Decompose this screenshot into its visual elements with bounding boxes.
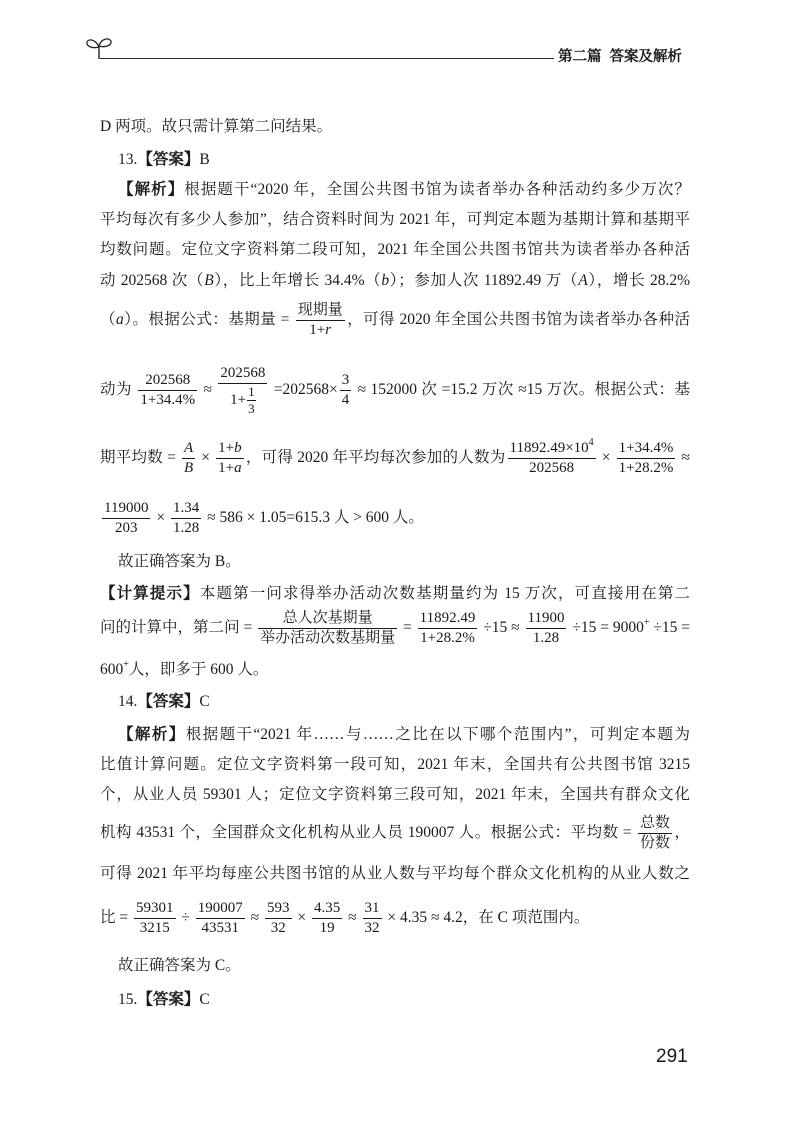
fraction-numerator [508, 436, 596, 459]
q13-analysis-line-7 [100, 428, 690, 488]
operator: ≈ [250, 908, 260, 926]
fraction [418, 610, 478, 647]
operator: ≈ [681, 448, 691, 466]
q13-analysis-line-8 [100, 488, 690, 548]
variable-r: r [325, 321, 332, 338]
q13-analysis-line-3: 均数问题。定位文字资料第二段可知，2021 年全国公共图书馆共为读者举办各种活 [100, 241, 690, 258]
q13-calc-tip-line-2 [100, 598, 690, 658]
q14-analysis-line-5: 可得 2021 年平均每座公共图书馆的从业人数与平均每个群众文化机构的从业人数之 [100, 865, 690, 882]
fraction-numerator: 202568 [138, 372, 197, 391]
fraction [526, 610, 567, 647]
answer-tag: 【答案】 [137, 151, 200, 168]
fraction-denominator [296, 321, 345, 339]
text-segment: ），增长 28.2% [587, 272, 690, 289]
answer-value: C [199, 693, 210, 710]
numerator-text: 11892.49×10 [509, 439, 589, 456]
fraction-denominator: 32 [270, 919, 286, 936]
fraction-numerator: 现期量 [296, 302, 345, 321]
q15-answer-line [118, 989, 690, 1011]
fraction-numerator: 119000 [102, 500, 150, 519]
fraction-numerator: 190007 [196, 900, 245, 919]
question-number: 14. [118, 693, 138, 710]
fraction-denominator: 1.28 [172, 519, 200, 536]
q13-analysis-line-6 [100, 355, 690, 425]
q14-analysis-line-1 [118, 724, 690, 746]
fraction [196, 900, 245, 937]
text-segment: ）。根据公式：基期量 = [123, 310, 290, 328]
q14-analysis-line-6 [100, 888, 690, 948]
operator: × [156, 508, 166, 526]
fraction [363, 900, 382, 937]
question-number: 13. [118, 151, 138, 168]
q12-tail-line: D 两项。故只需计算第二问结果。 [100, 118, 333, 135]
fraction-denominator: 举办活动次数基期量 [260, 629, 396, 646]
fraction-average-formula [638, 815, 672, 852]
fraction [508, 436, 596, 477]
q14-analysis-line-2: 比值计算问题。定位文字资料第一段可知，2021 年末，全国共有公共图书馆 3215 [100, 756, 690, 773]
fraction-denominator [218, 384, 267, 416]
analysis-tag: 【解析】 [118, 181, 185, 198]
fraction-numerator: 11892.49 [418, 610, 478, 629]
q14-analysis-line-4 [100, 803, 690, 863]
text-segment: × 4.35 ≈ 4.2，在 C 项范围内。 [387, 908, 590, 926]
text-segment: （ [100, 310, 116, 328]
fraction [182, 440, 195, 477]
exponent: 4 [588, 436, 594, 448]
denominator-text: 1+ [230, 391, 247, 408]
q13-conclusion: 故正确答案为 B。 [118, 553, 241, 570]
fraction-numerator: 总人次基期量 [258, 610, 397, 629]
fraction-nested [218, 365, 267, 416]
analysis-text: 根据题干“2020 年，全国公共图书馆为读者举办各种活动约多少万次？ [184, 181, 690, 198]
fraction-base-period-formula [296, 302, 345, 339]
fraction [265, 900, 292, 937]
text-segment: ，可得 2020 年全国公共图书馆为读者举办各种活 [346, 310, 690, 328]
text-segment: 动为 [100, 380, 132, 398]
text-segment: 600 [100, 661, 124, 678]
fraction-inner [247, 385, 256, 416]
text-segment: 问的计算中，第二问 = [100, 618, 253, 636]
operator: × [601, 448, 611, 466]
operator-text: ÷15 ≈ [483, 618, 520, 636]
operator: ≈ [203, 380, 212, 398]
fraction [258, 610, 397, 647]
denominator-text: 1+ [218, 459, 235, 476]
fraction-denominator: B [183, 459, 194, 476]
operator: = [403, 618, 412, 636]
operator-text: =202568× [273, 380, 338, 398]
fraction [134, 900, 176, 937]
answer-value: C [199, 991, 210, 1008]
q14-analysis-line-3: 个，从业人员 59301 人；定位文字资料第三段可知，2021 年末，全国共有群众文化 [100, 786, 690, 803]
q13-analysis-line-2: 平均每次有多少人参加”，结合资料时间为 2021 年，可判定本题为基期计算和基期平 [100, 211, 690, 228]
q14-conclusion: 故正确答案为 C。 [118, 957, 241, 974]
fraction-denominator: 19 [319, 919, 335, 936]
text-segment: ÷15 = [653, 618, 691, 636]
fraction-denominator: 43531 [201, 919, 240, 936]
fraction [102, 500, 150, 537]
fraction-denominator [216, 459, 243, 477]
text-segment: 期平均数 = [100, 448, 176, 466]
q14-answer-line [118, 691, 690, 713]
answer-tag: 【答案】 [137, 991, 200, 1008]
analysis-text: 根据题干“2021 年……与……之比在以下哪个范围内”，可判定本题为 [185, 726, 690, 743]
text-segment: 动 202568 次（ [100, 272, 205, 289]
fraction-numerator: 11900 [526, 610, 567, 629]
fraction-denominator: 份数 [639, 834, 670, 851]
variable-b: b [381, 272, 390, 289]
text-segment: ，可得 2020 年平均每次参加的人数为 [245, 448, 506, 466]
text-segment: ， [674, 823, 690, 841]
text-segment: 比 = [100, 908, 129, 926]
text-segment: ）；参加人次 11892.49 万（ [389, 272, 579, 289]
fraction [216, 440, 243, 477]
superscript-plus: + [123, 659, 129, 670]
analysis-tag: 【解析】 [118, 726, 186, 743]
q13-analysis-line-4 [100, 270, 690, 292]
fraction-denominator: 1+28.2% [420, 629, 475, 646]
operator: ≈ [348, 908, 357, 926]
section-title: 第二篇 答案及解析 [558, 49, 683, 65]
sprout-icon [84, 34, 114, 60]
fraction [171, 500, 201, 537]
variable-B: B [204, 272, 214, 289]
variable-a: a [115, 310, 124, 328]
fraction [138, 372, 197, 409]
superscript-plus: + [643, 616, 650, 628]
operator: × [297, 908, 307, 926]
fraction-denominator: 3215 [139, 919, 170, 936]
fraction-numerator: A [182, 440, 195, 459]
fraction-numerator [216, 440, 243, 459]
text-segment: ÷15 = 9000 [572, 618, 644, 636]
variable-a: a [234, 459, 242, 476]
text-segment: 机构 43531 个，全国群众文化机构从业人员 190007 人。根据公式：平均数 = [100, 823, 632, 841]
fraction-numerator: 总数 [638, 815, 672, 834]
operator: ÷ [181, 908, 190, 926]
fraction-numerator: 1+34.4% [617, 440, 676, 459]
operator: × [201, 448, 211, 466]
q13-answer-line [118, 149, 690, 171]
fraction-numerator: 1.34 [171, 500, 201, 519]
fraction-denominator: 202568 [529, 459, 575, 476]
fraction [312, 900, 342, 937]
fraction-numerator: 1 [248, 383, 255, 399]
fraction [340, 372, 352, 409]
fraction-numerator: 593 [265, 900, 292, 919]
fraction-denominator: 4 [341, 391, 350, 408]
question-number: 15. [118, 991, 138, 1008]
fraction-denominator: 1+34.4% [140, 391, 196, 408]
denominator-text: 1+ [309, 321, 326, 338]
text-segment: ≈ 586 × 1.05=615.3 人 > 600 人。 [207, 508, 424, 526]
header-rule [100, 58, 554, 59]
numerator-text: 1+ [218, 439, 235, 456]
variable-b: b [234, 439, 242, 456]
text-segment: ），比上年增长 34.4%（ [213, 272, 382, 289]
answer-value: B [199, 151, 210, 168]
text-segment: 人，即多于 600 人。 [128, 661, 269, 678]
fraction-numerator: 4.35 [312, 900, 342, 919]
fraction-denominator: 1.28 [532, 629, 560, 646]
fraction-numerator: 3 [340, 372, 352, 391]
q13-analysis-line-5 [100, 290, 690, 350]
q13-calc-tip-line-3 [100, 659, 690, 681]
variable-A: A [578, 272, 588, 289]
fraction-numerator: 59301 [134, 900, 176, 919]
page-number: 291 [656, 1046, 688, 1067]
fraction-denominator: 1+28.2% [618, 459, 674, 476]
answer-tag: 【答案】 [137, 693, 200, 710]
calc-tip-tag: 【计算提示】 [100, 585, 200, 602]
q13-analysis-line-1 [118, 179, 690, 201]
fraction-denominator: 32 [364, 919, 380, 936]
fraction-denominator: 203 [114, 519, 138, 536]
fraction-numerator: 202568 [218, 365, 267, 384]
calc-tip-text: 本题第一问求得举办活动次数基期量约为 15 万次，可直接用在第二 [199, 585, 690, 602]
fraction [617, 440, 676, 477]
text-segment: ≈ 152000 次 =15.2 万次 ≈15 万次。根据公式：基 [357, 380, 691, 398]
fraction-numerator: 31 [363, 900, 382, 919]
fraction-denominator: 3 [248, 400, 255, 416]
